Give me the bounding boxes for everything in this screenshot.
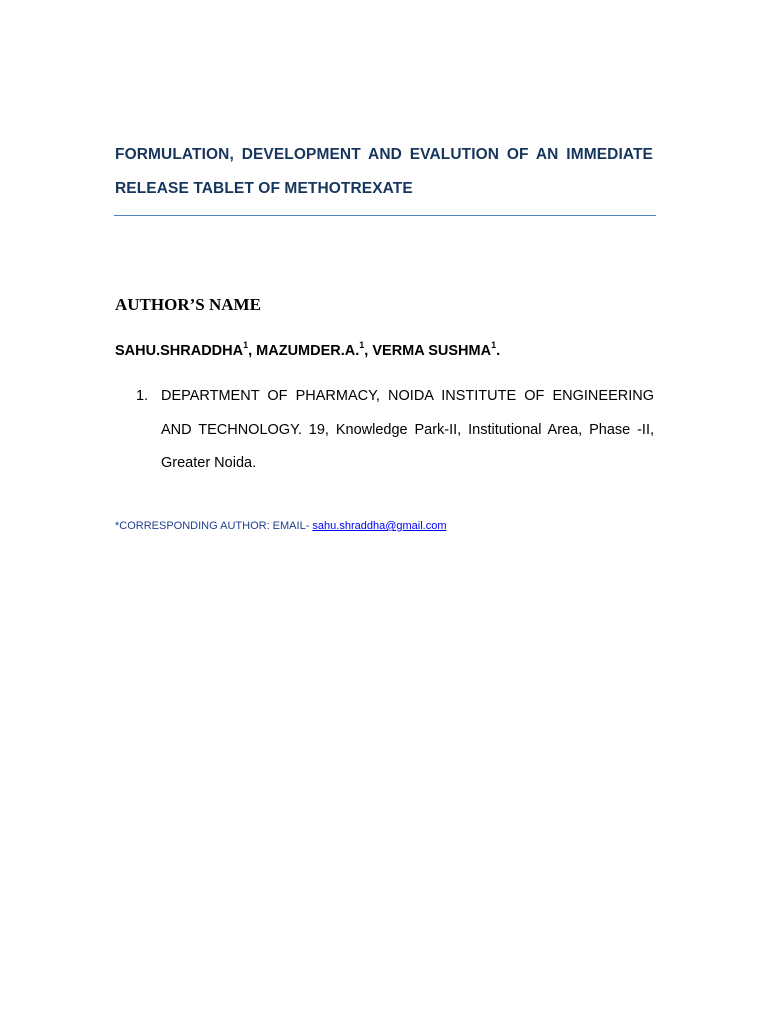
corresponding-author-label: *CORRESPONDING AUTHOR: EMAIL- bbox=[115, 520, 310, 532]
author-name: SAHU.SHRADDHA bbox=[115, 343, 244, 359]
paper-title bbox=[115, 138, 653, 206]
author-separator: , bbox=[364, 343, 373, 359]
author-separator: . bbox=[496, 343, 501, 359]
affiliation-text: DEPARTMENT OF PHARMACY, NOIDA INSTITUTE OF ENGINEERING AND TECHNOLOGY. 19, Knowledge Park-II, Institutional Area, Phase -II, Greater Noida. bbox=[161, 388, 654, 471]
author-affiliation-marker: 1 bbox=[491, 340, 497, 351]
affiliation-list bbox=[136, 380, 654, 481]
corresponding-author-line bbox=[115, 518, 447, 534]
paper-title-line-2: RELEASE TABLET OF METHOTREXATE bbox=[115, 180, 413, 197]
paper-title-line-1: FORMULATION, DEVELOPMENT AND EVALUTION OF AN IMMEDIATE bbox=[115, 146, 653, 163]
affiliation-number: 1. bbox=[136, 388, 149, 404]
author-section-heading: AUTHOR’S NAME bbox=[115, 295, 261, 314]
title-divider bbox=[114, 215, 656, 216]
author-affiliation-marker: 1 bbox=[359, 340, 365, 351]
author-name: MAZUMDER.A. bbox=[256, 343, 360, 359]
corresponding-author-email-link[interactable]: sahu.shraddha@gmail.com bbox=[312, 520, 447, 532]
author-separator: , bbox=[248, 343, 257, 359]
author-name: VERMA SUSHMA bbox=[372, 343, 492, 359]
author-list bbox=[115, 340, 500, 362]
author-affiliation-marker: 1 bbox=[243, 340, 249, 351]
